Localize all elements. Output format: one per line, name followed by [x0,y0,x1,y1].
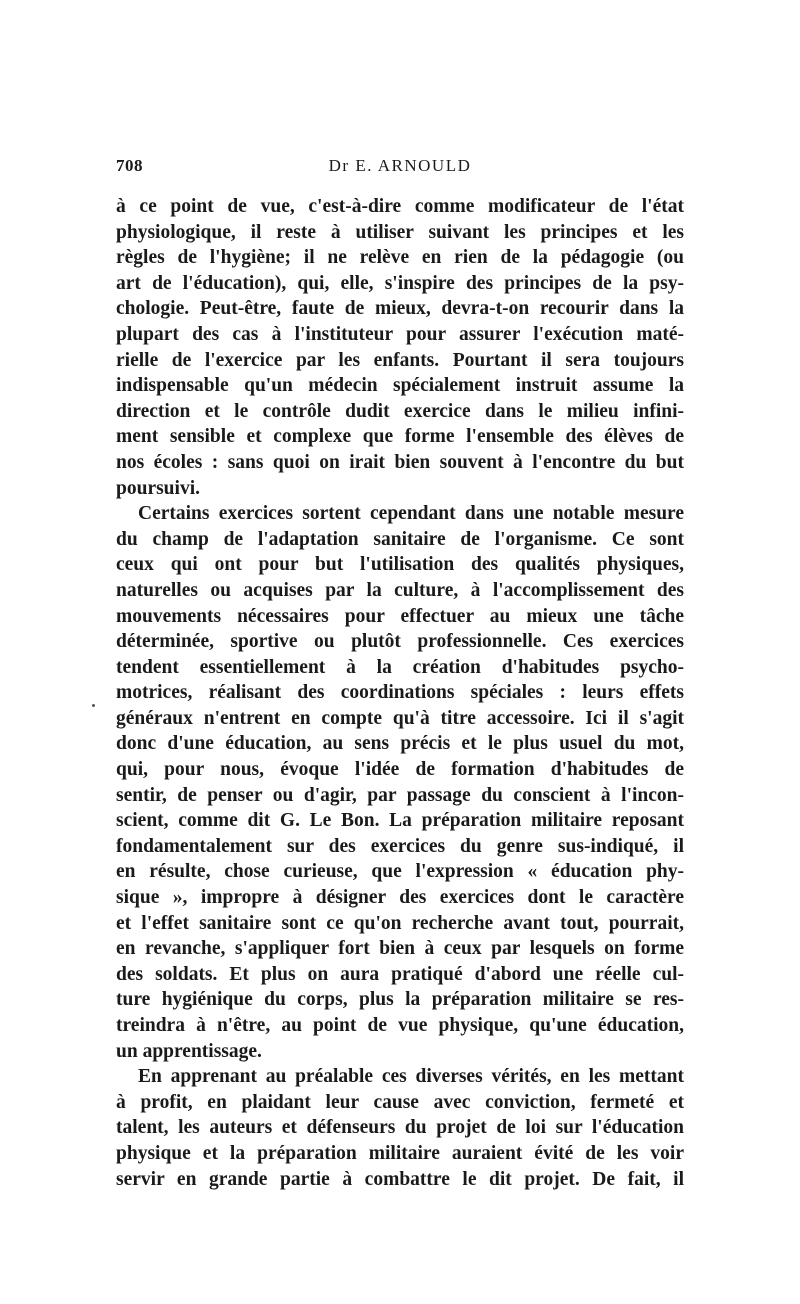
text-line: physiologique, il reste à utiliser suivant les principes et les [116,221,684,243]
running-head: Dr E. ARNOULD [328,156,472,175]
text-line: chologie. Peut-être, faute de mieux, devra-t-on recourir dans la [116,298,684,320]
text-line: talent, les auteurs et défenseurs du projet de loi sur l'éducation [116,1117,684,1139]
text-line: plupart des cas à l'instituteur pour assurer l'exécution maté- [116,323,684,345]
text-line: en résulte, chose curieuse, que l'expression « éducation phy- [116,861,684,883]
text-line: sentir, de penser ou d'agir, par passage du conscient à l'incon- [116,784,684,806]
text-line: donc d'une éducation, au sens précis et le plus usuel du mot, [116,733,684,755]
page-header [116,150,684,180]
body-text [116,194,684,1192]
text-line: ceux qui ont pour but l'utilisation des qualités physiques, [116,554,684,576]
text-line: mouvements nécessaires pour effectuer au mieux une tâche [116,605,684,627]
text-line: direction et le contrôle dudit exercice dans le milieu infini- [116,400,684,422]
paragraph-start-line: En apprenant au préalable ces diverses vérités, en les mettant [138,1066,684,1088]
text-line: à profit, en plaidant leur cause avec conviction, fermeté et [116,1091,684,1113]
text-line: à ce point de vue, c'est-à-dire comme modificateur de l'état [116,196,684,217]
paragraph-start-line: Certains exercices sortent cependant dans une notable mesure [138,503,684,525]
text-line: et l'effet sanitaire sont ce qu'on recherche avant tout, pourrait, [116,912,684,934]
text-line: du champ de l'adaptation sanitaire de l'organisme. Ce sont [116,528,684,550]
text-line: qui, pour nous, évoque l'idée de formation d'habitudes de [116,759,684,781]
text-line: indispensable qu'un médecin spécialement instruit assume la [116,375,684,397]
text-line: fondamentalement sur des exercices du genre sus-indiqué, il [116,835,684,857]
text-line: rielle de l'exercice par les enfants. Pourtant il sera toujours [116,349,684,371]
text-line: physique et la préparation militaire auraient évité de les voir [116,1142,684,1164]
text-line: tendent essentiellement à la création d'habitudes psycho- [116,656,684,678]
text-line: ture hygiénique du corps, plus la préparation militaire se res- [116,989,684,1011]
text-line: généraux n'entrent en compte qu'à titre accessoire. Ici il s'agit [116,707,684,729]
text-line: déterminée, sportive ou plutôt professionnelle. Ces exercices [116,631,684,653]
text-line: servir en grande partie à combattre le dit projet. De fait, il [116,1168,684,1190]
text-line: des soldats. Et plus on aura pratiqué d'abord une réelle cul- [116,963,684,985]
paragraph-end-line: poursuivi. [116,477,200,499]
text-line: nos écoles : sans quoi on irait bien souvent à l'encontre du but [116,451,684,473]
text-line: motrices, réalisant des coordinations spéciales : leurs effets [116,682,684,704]
text-line: scient, comme dit G. Le Bon. La préparation militaire reposant [116,810,684,832]
paragraph-end-line: un apprentissage. [116,1040,262,1062]
text-line: art de l'éducation), qui, elle, s'inspire des principes de la psy- [116,272,684,294]
text-line: en revanche, s'appliquer fort bien à ceux par lesquels on forme [116,938,684,960]
page-number: 708 [116,156,143,175]
text-line: sique », impropre à désigner des exercices dont le caractère [116,887,684,909]
text-line: naturelles ou acquises par la culture, à l'accomplissement des [116,579,684,601]
text-line: treindra à n'être, au point de vue physique, qu'une éducation, [116,1015,684,1036]
text-line: ment sensible et complexe que forme l'ensemble des élèves de [116,426,684,448]
margin-mark [92,704,95,707]
text-line: règles de l'hygiène; il ne relève en rien de la pédagogie (ou [116,247,684,269]
